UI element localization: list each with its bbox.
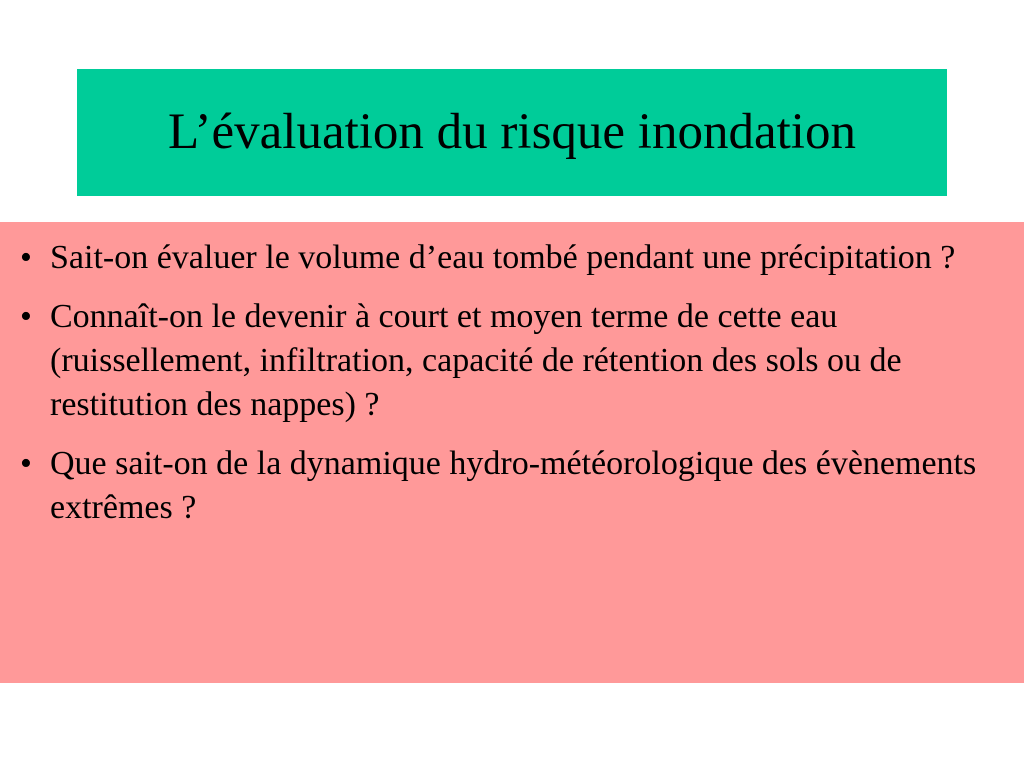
- content-panel: [0, 222, 1024, 683]
- bullet-text: Sait-on évaluer le volume d’eau tombé pendant une précipitation ?: [50, 239, 956, 276]
- slide-title: L’évaluation du risque inondation: [168, 104, 856, 160]
- bullet-dot-icon: •: [20, 445, 32, 482]
- bullet-item: [20, 295, 1004, 427]
- title-banner: [77, 69, 947, 196]
- bullet-item: [20, 442, 1004, 530]
- bullet-dot-icon: •: [20, 298, 32, 335]
- bullet-text: Que sait-on de la dynamique hydro-météorologique des évènements extrêmes ?: [50, 445, 977, 526]
- bullet-item: [20, 236, 1004, 280]
- bullet-dot-icon: •: [20, 239, 32, 276]
- bullet-text: Connaît-on le devenir à court et moyen terme de cette eau (ruissellement, infiltration, capacité de rétention des sols ou de restitution des nappes) ?: [50, 298, 902, 423]
- bullet-list: [20, 236, 1004, 530]
